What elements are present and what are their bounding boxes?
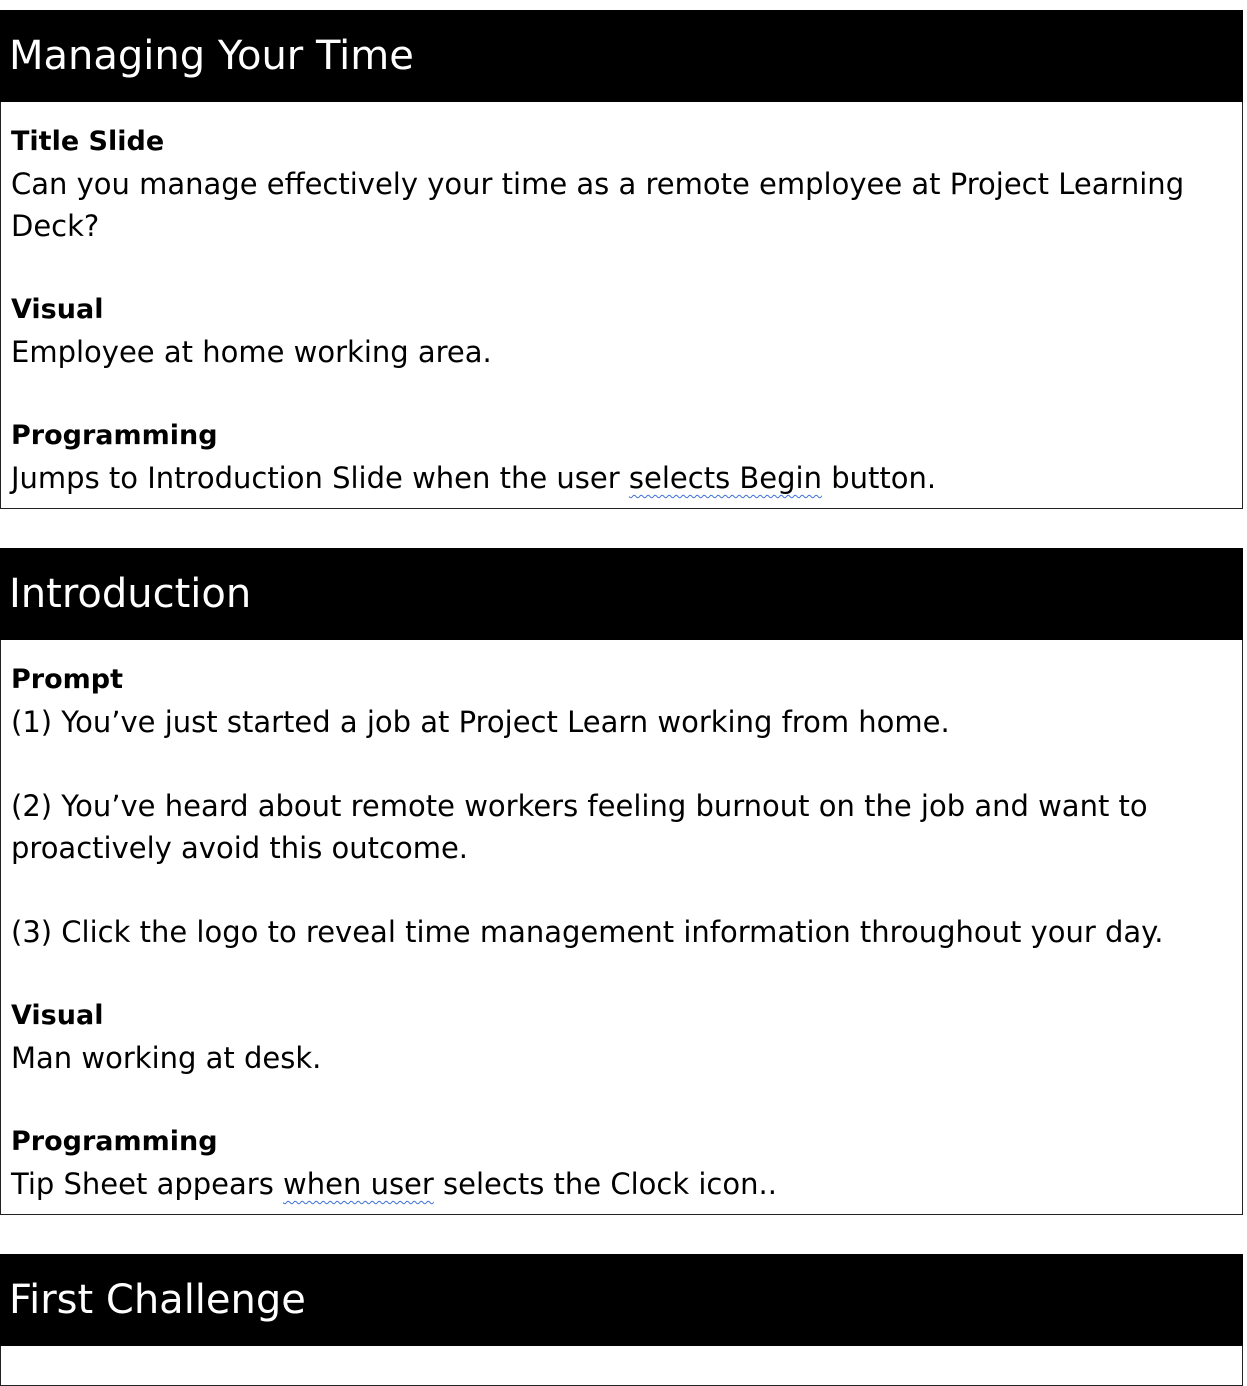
block-label-visual: Visual [11, 294, 104, 325]
prompt-paragraph-2: (2) You’ve heard about remote workers feeling burnout on the job and want to proactively avoid this outcome. [11, 789, 1148, 865]
block-text-title-slide: Can you manage effectively your time as a remote employee at Project Learning Deck? [11, 167, 1185, 243]
text-segment: button. [821, 461, 937, 495]
block-text-visual: Man working at desk. [11, 1041, 322, 1075]
block-label-visual: Visual [11, 1000, 104, 1031]
spellcheck-marked-text: selects Begin [628, 461, 822, 495]
section-title: Introduction [0, 548, 1243, 640]
section-managing-your-time [0, 10, 1243, 509]
section-body [0, 640, 1243, 1215]
text-segment: Tip Sheet appears [11, 1167, 284, 1201]
block-label-title-slide: Title Slide [11, 126, 165, 157]
block-text-programming [11, 457, 1232, 499]
block-text-programming [11, 1163, 1232, 1205]
block-text-visual: Employee at home working area. [11, 335, 492, 369]
text-segment: selects the Clock icon.. [433, 1167, 777, 1201]
section-introduction [0, 548, 1243, 1215]
prompt-paragraph-1: (1) You’ve just started a job at Project Learn working from home. [11, 705, 950, 739]
section-body [0, 1346, 1243, 1386]
prompt-paragraph-3: (3) Click the logo to reveal time management information throughout your day. [11, 915, 1164, 949]
section-title: First Challenge [0, 1254, 1243, 1346]
section-first-challenge [0, 1254, 1243, 1386]
section-body [0, 102, 1243, 509]
text-segment: Jumps to Introduction Slide when the user [11, 461, 629, 495]
section-title: Managing Your Time [0, 10, 1243, 102]
block-label-prompt: Prompt [11, 664, 124, 695]
block-label-programming: Programming [11, 1126, 218, 1157]
spellcheck-marked-text: when user [283, 1167, 434, 1201]
block-label-programming: Programming [11, 420, 218, 451]
